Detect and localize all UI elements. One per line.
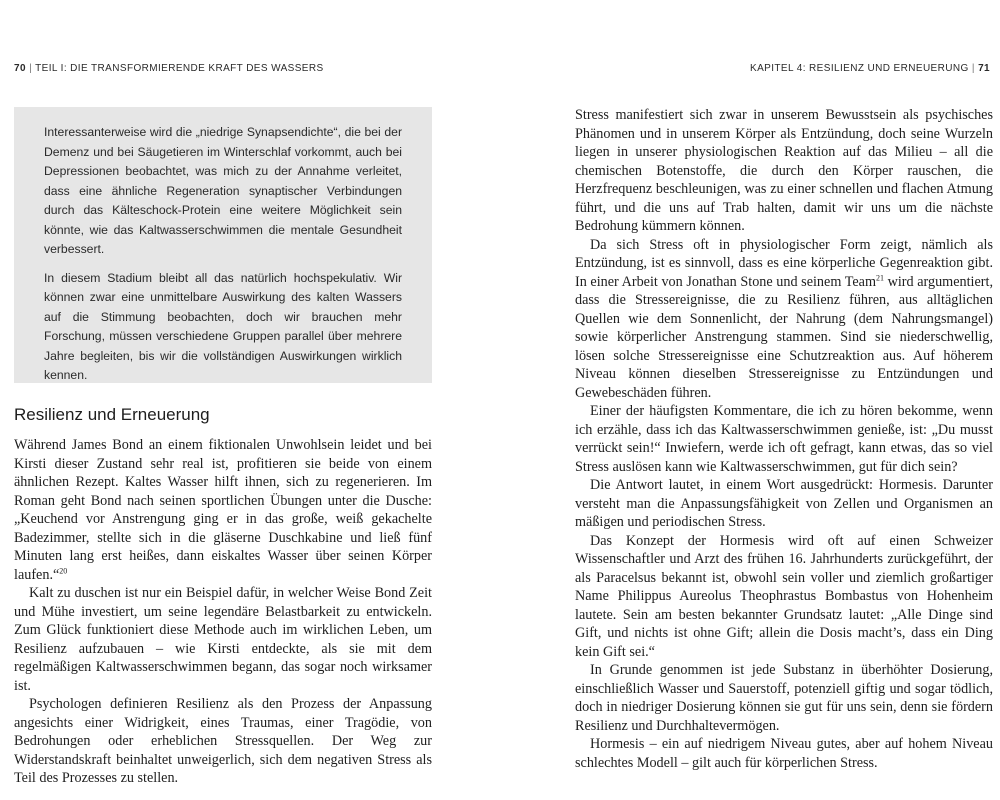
footnote-ref: 21 (876, 272, 885, 282)
body-paragraph: Stress manifestiert sich zwar in unserem Bewusstsein als psychisches Phänomen und in unserem Körper als Entzündung, doch seine Wurzeln liegen in unserer physiologischen Reaktion auf das Milieu – all die chemischen Botenstoffe, die durch den Körper rauschen, die Herzfrequenz beschleunigen, was zu einer schnellen und flachen Atmung führt, und die uns auf Trab halten, damit wir uns um die nächste Bedrohung kümmern können. (575, 107, 993, 234)
box-paragraph: Interessanterweise wird die „niedrige Synapsendichte“, die bei der Demenz und bei Säugetieren im Winterschlaf vorkommt, auch bei Depressionen beobachtet, was mich zu der Annahme verleitet, dass eine ähnliche Regeneration synaptischer Verbindungen durch das Kälteschock-Protein eine weitere Möglichkeit sein könnte, wie das Kaltwasserschwimmen die mentale Gesundheit verbessert. (44, 125, 402, 256)
body-paragraph: Da sich Stress oft in physiologischer Form zeigt, nämlich als Entzündung, ist es sinnvoll, dass es eine körperliche Gegenreaktion gibt. In einer Arbeit von Jonathan Stone und seinem Team$^{21}$ wird argumentiert, dass die Stressereignisse, die zu Resilienz führen, aus alltäglichen Quellen wie dem Sonnenlicht, der Nahrung (dem Nahrungsmangel) sowie körperlicher Anstrengung stammen. Sind sie niederschwellig, lösen solche Stressereignisse eine Schutzreaktion aus. Auf höherem Niveau können dieselben Stressereignisse zu Entzündungen und Gewebeschäden führen. (575, 236, 994, 401)
page-number-left: 70 (14, 63, 26, 74)
part-title: TEIL I: DIE TRANSFORMIERENDE KRAFT DES WASSERS (35, 63, 324, 74)
page-number-right: 71 (978, 63, 990, 74)
left-column (14, 436, 432, 788)
body-paragraph: Die Antwort lautet, in einem Wort ausgedrückt: Hormesis. Darunter versteht man die Anpassungsfähigkeit von Zellen und Organismen an mäßigen und periodischen Stress. (575, 477, 993, 530)
chapter-title: KAPITEL 4: RESILIENZ UND ERNEUERUNG (750, 63, 969, 74)
body-paragraph: In Grunde genommen ist jede Substanz in überhöhter Dosierung, einschließlich Wasser und Sauerstoff, potenziell giftig und sogar tödlich, doch in niedriger Dosierung können sie gut für uns sein, denn sie fördern Resilienz und Durchhaltevermögen. (575, 662, 993, 734)
footnote-ref: 20 (59, 565, 68, 575)
body-paragraph: Hormesis – ein auf niedrigem Niveau gutes, aber auf hohem Niveau schlechtes Modell – gilt auch für körperlichen Stress. (575, 736, 993, 771)
running-header-right (750, 63, 990, 74)
body-paragraph: Während James Bond an einem fiktionalen Unwohlsein leidet und bei Kirsti dieser Zustand sehr real ist, profitieren sie beide von einem ähnlichen Rezept. Kaltes Wasser hilft ihnen, sich zu regenerieren. Im Roman geht Bond nach seinen sportlichen Übungen unter die Dusche: „Keuchend vor Anstrengung ging er in das große, weiß gekachelte Badezimmer, stellte sich in die gläserne Duschkabine und ließ fünf Minuten lang erst heißes, dann eiskaltes Wasser über seinen Körper laufen.“$^{20}$ (14, 437, 432, 583)
body-paragraph: Psychologen definieren Resilienz als den Prozess der Anpassung angesichts einer Widrigkeit, eines Traumas, einer Tragödie, von Bedrohungen oder erheblichen Stressquellen. Der Weg zur Widerstandskraft beinhaltet unweigerlich, sich dem negativen Stress als Teil des Prozesses zu stellen. (14, 696, 432, 786)
sidebar-box (14, 107, 432, 383)
body-paragraph: Kalt zu duschen ist nur ein Beispiel dafür, in welcher Weise Bond Zeit und Mühe investiert, um seine legendäre Belastbarkeit zu entwickeln. Zum Glück funktioniert diese Methode auch im wirklichen Leben, um Resilienz aufzubauen – wie Kirsti entdeckte, als sie mit dem regelmäßigen Kaltwasserschwimmen begann, das sogar noch wirksamer ist. (14, 585, 432, 694)
header-separator: | (971, 63, 975, 74)
running-header-left (14, 63, 324, 74)
section-heading: Resilienz und Erneuerung (14, 405, 210, 424)
body-paragraph: Einer der häufigsten Kommentare, die ich zu hören bekomme, wenn ich erzähle, dass ich das Kaltwasserschwimmen genieße, ist: „Du musst verrückt sein!“ Inwiefern, werde ich oft gefragt, kann etwas, das so viel Stress auslösen kann wie Kaltwasserschwimmen, gut für dich sein? (575, 403, 993, 475)
box-paragraph: In diesem Stadium bleibt all das natürlich hochspekulativ. Wir können zwar eine unmittelbare Auswirkung des kalten Wassers auf die Stimmung beobachten, doch wir brauchen mehr Forschung, müssen verschiedene Gruppen parallel über mehrere Jahre begleiten, bis wir die vollständigen Auswirkungen wirklich kennen. (44, 270, 402, 382)
body-paragraph: Das Konzept der Hormesis wird oft auf einen Schweizer Wissenschaftler und Arzt des frühen 16. Jahrhunderts zurückgeführt, der als Paracelsus bekannt ist, obwohl sein voller und ziemlich großartiger Name Philippus Aureolus Theophrastus Bombastus von Hohenheim lautete. Sein am besten bekannter Grundsatz lautet: „Alle Dinge sind Gift, und nichts ist ohne Gift; allein die Dosis macht’s, dass ein Ding kein Gift sei.“ (575, 532, 993, 660)
right-column (575, 106, 993, 772)
header-separator: | (29, 63, 33, 74)
